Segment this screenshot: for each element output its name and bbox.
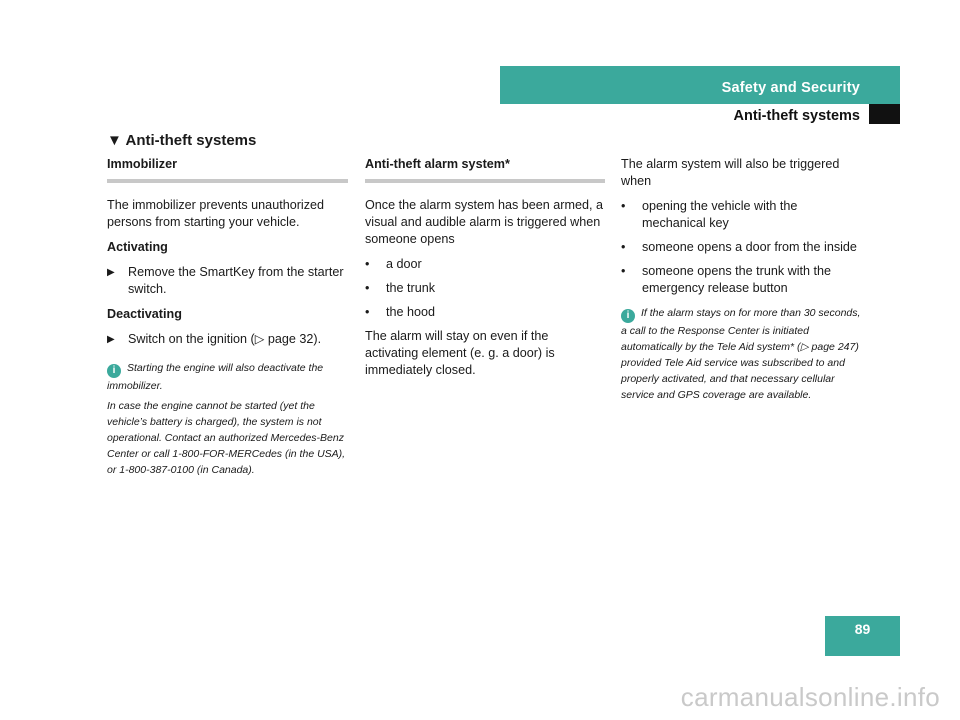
column-immobilizer — [107, 156, 348, 482]
list-item — [621, 239, 861, 256]
list-item-text: the hood — [386, 305, 436, 319]
alarm-note-text: If the alarm stays on for more than 30 seconds, a call to the Response Center is initiated automatically by the Tele Aid system* (▷ page 247) provided Tele Aid service was subscribed to and properly activated, and that necessary cellular service and GPS coverage are available. — [621, 307, 861, 401]
section-heading — [107, 132, 256, 149]
deactivating-step — [107, 331, 348, 348]
alarm-note — [621, 305, 861, 403]
header-band — [500, 66, 900, 104]
chapter-title: Safety and Security — [721, 80, 860, 96]
page-topic: Anti-theft systems — [733, 108, 860, 124]
list-item-text: the trunk — [386, 281, 436, 295]
step-arrow-icon: ▶ — [107, 267, 115, 278]
triggers-intro: The alarm system will also be triggered when — [621, 157, 840, 188]
list-item — [621, 263, 861, 297]
watermark: carmanualsonline.info — [680, 682, 940, 712]
alarm-intro: Once the alarm system has been armed, a visual and audible alarm is triggered when someone opens — [365, 198, 603, 246]
immobilizer-intro: The immobilizer prevents unauthorized persons from starting your vehicle. — [107, 198, 324, 229]
alarm-outro: The alarm will stay on even if the activating element (e. g. a door) is immediately closed. — [365, 329, 555, 377]
list-item-text: a door — [386, 257, 422, 271]
activating-step-text: Remove the SmartKey from the starter switch. — [128, 265, 344, 296]
immobilizer-heading: Immobilizer — [107, 156, 348, 183]
list-item-text: opening the vehicle with the mechanical key — [642, 199, 798, 230]
section-title: Anti-theft systems — [125, 132, 257, 149]
section-marker: ▼ — [107, 132, 122, 149]
activating-step — [107, 264, 348, 298]
bullet-icon: • — [365, 257, 370, 271]
header-tab-marker — [869, 104, 900, 124]
list-item — [621, 198, 861, 232]
list-item — [365, 280, 605, 297]
page-number: 89 — [854, 621, 871, 637]
list-item — [365, 256, 605, 273]
list-item-text: someone opens the trunk with the emergency release button — [642, 264, 832, 295]
info-icon: i — [107, 364, 121, 378]
bullet-icon: • — [365, 305, 370, 319]
bullet-icon: • — [621, 264, 626, 278]
step-arrow-icon: ▶ — [107, 334, 115, 345]
list-item — [365, 304, 605, 321]
bullet-icon: • — [621, 199, 626, 213]
column-alarm-triggers — [621, 156, 861, 407]
bullet-icon: • — [621, 240, 626, 254]
immobilizer-note-2: In case the engine cannot be started (yet the vehicle’s battery is charged), the system is not operational. Contact an authorized Mercedes-Benz Center or call 1-800-FOR-MERCedes (in the USA), or 1-800-387-0100 (in Canada). — [107, 400, 346, 476]
column-alarm — [365, 156, 605, 387]
deactivating-step-text: Switch on the ignition (▷ page 32). — [128, 332, 322, 346]
info-icon: i — [621, 309, 635, 323]
immobilizer-note — [107, 360, 348, 394]
list-item-text: someone opens a door from the inside — [642, 240, 857, 254]
page-number-box — [825, 616, 900, 656]
deactivating-label: Deactivating — [107, 307, 182, 321]
bullet-icon: • — [365, 281, 370, 295]
alarm-heading: Anti-theft alarm system* — [365, 156, 605, 183]
activating-label: Activating — [107, 240, 168, 254]
immobilizer-note-text: Starting the engine will also deactivate the immobilizer. — [107, 362, 324, 392]
